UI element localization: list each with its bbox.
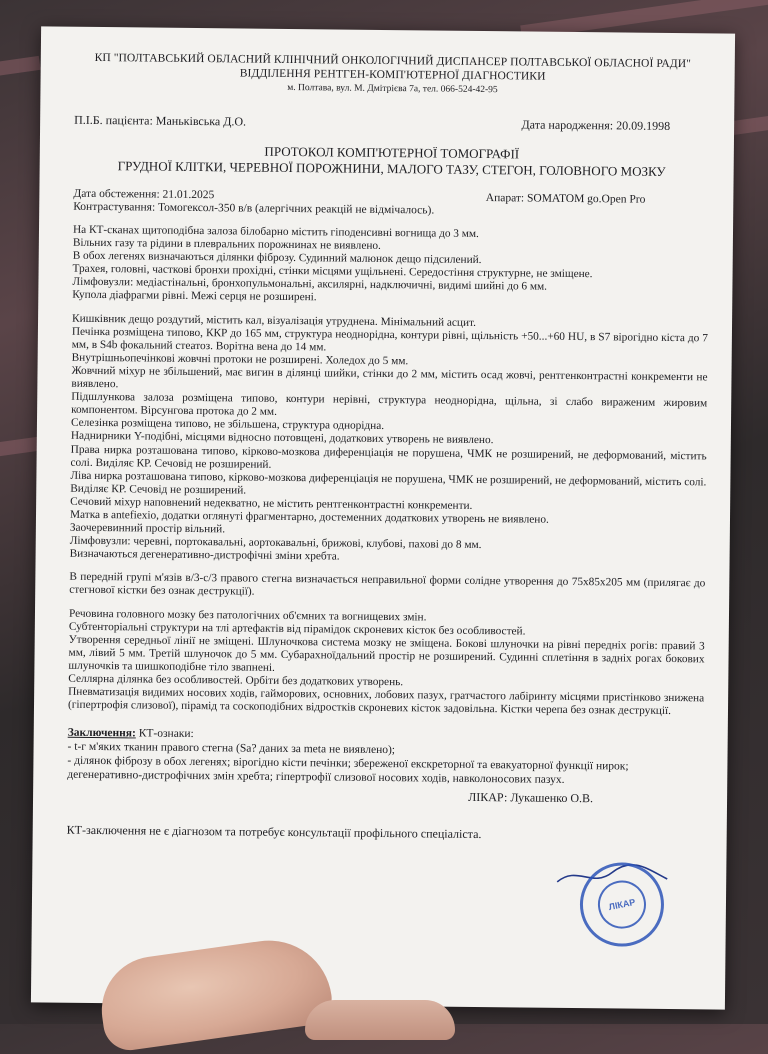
abdomen-line: Ліва нирка розташована типово, кірково-мозкова диференціація не порушена, ЧМК не розширений, не деформований, містить солі. Виділяє КР. Сечовід не розширений.	[70, 469, 707, 497]
brain-line: Субтенторіальні структури на тлі артефактів від пірамідок скроневих кісток без особливостей.	[68, 620, 526, 638]
abdomen-line: Визначаються дегенеративно-дистрофічні зміни хребта.	[69, 547, 340, 563]
conclusion-item: - t-г м'яких тканин правого стегна (Sa? даних за meta не виявлено);	[67, 740, 396, 757]
abdomen-line: Лімфовузли: черевні, портокавальні, аортокавальні, брижові, клубові, пахові до 8 мм.	[69, 534, 482, 552]
abdomen-line: Матка в antefiexio, додатки оглянуті фрагментарно, достеменних додаткових утворень не виявлено.	[69, 508, 549, 526]
finger	[305, 1000, 455, 1040]
report-title-line2: ГРУДНОЇ КЛІТКИ, ЧЕРЕВНОЇ ПОРОЖНИНИ, МАЛОГО ТАЗУ, СТЕГОН, ГОЛОВНОГО МОЗКУ	[117, 158, 666, 179]
exam-device: Апарат: SOMATOM go.Open Pro	[485, 192, 646, 206]
conclusion-first: КТ-ознаки:	[135, 727, 194, 741]
background-stripe	[0, 56, 41, 78]
department-name: ВІДДІЛЕННЯ РЕНТГЕН-КОМП'ЮТЕРНОЇ ДІАГНОСТИКИ	[239, 67, 546, 83]
exam-meta	[73, 188, 709, 221]
org-address: м. Полтава, вул. М. Дмітрієва 7а, тел. 066-524-42-95	[287, 82, 498, 96]
report-header	[74, 51, 710, 100]
chest-line: Купола діафрагми рівні. Межі серця не розширені.	[72, 289, 317, 304]
brain-section	[68, 607, 705, 718]
background-stripe	[0, 437, 41, 458]
conclusion-label: Заключення:	[67, 726, 136, 740]
thigh-section	[69, 571, 705, 604]
abdomen-line: Печінка розміщена типово, ККР до 165 мм, структура неоднорідна, контури рівні, щільність +50...+60 HU, в S7 вірогідно кіста до 7 мм, в S4b фокальний стеатоз. Ворітна вена до 14 мм.	[71, 325, 708, 354]
abdomen-line: Сечовий міхур наповнений недекватно, не містить рентгенконтрастні конкременти.	[70, 495, 473, 512]
abdomen-line: Кишківник дещо роздутий, містить кал, візуалізація утруднена. Мінімальний асцит.	[72, 312, 477, 329]
abdomen-line: Права нирка розташована типово, кірково-мозкова диференціація не порушена, ЧМК не розширений, не деформований, містить солі. Виділяє КР. Сечовід не розширений.	[70, 443, 707, 471]
stamp-label: ЛІКАР	[607, 896, 637, 913]
medical-report-sheet	[31, 26, 735, 1009]
chest-line: Лімфовузли: медіастінальні, бронхопульмональні, аксилярні, надключичні, видимі шийні до 6 мм.	[72, 276, 548, 294]
abdomen-section	[70, 312, 709, 567]
brain-line: Речовина головного мозку без патологічних об'ємних та вогнищевих змін.	[68, 607, 427, 623]
report-title	[74, 142, 710, 181]
patient-info-row	[74, 113, 710, 135]
abdomen-line: Внутрішньопечінкові жовчні протоки не розширені. Холедох до 5 мм.	[71, 351, 409, 368]
brain-line: Утворення середньої лінії не зміщені. Шлуночкова система мозку не зміщена. Бокові шлуночки на рівні передніх рогів: правий 3 мм, лівий 5 мм. Третій шлуночок до 5 мм. Субарахноїдальний простір не розширений. Судинні сплетіння в задніх рогах бокових шлуночків та шишкоподібне тіло звапнені.	[68, 633, 705, 674]
report-title-line1: ПРОТОКОЛ КОМП'ЮТЕРНОЇ ТОМОГРАФІЇ	[264, 143, 520, 162]
abdomen-line: Підшлункова залоза розміщена типово, контури нерівні, структура неоднорідна, щільна, зі слабо вираженим жировим компонентом. Вірсунгова протока до 2 мм.	[71, 390, 708, 419]
patient-dob: Дата народження: 20.09.1998	[521, 117, 671, 133]
exam-date: Дата обстеження: 21.01.2025	[73, 187, 215, 202]
chest-line: В обох легенях визначаються ділянки фіброзу. Судинний малюнок дещо підсилений.	[72, 249, 482, 267]
brain-line: Пневматизація видимих носових ходів, гайморових, основних, лобових пазух, гратчастого лабіринту місцями пристінково знижена (гіпертрофія слизової), пірамід та соскоподібних відростків скроневих кісток задовільна. Кістки черепа без ознак деструкції.	[67, 685, 705, 718]
patient-name: П.І.Б. пацієнта: Маньківська Д.О.	[74, 112, 247, 129]
chest-line: Вільних газу та рідини в плевральних порожнинах не виявлено.	[72, 236, 381, 253]
org-name: КП "ПОЛТАВСЬКИЙ ОБЛАСНИЙ КЛІНІЧНИЙ ОНКОЛОГІЧНИЙ ДИСПАНСЕР ПОЛТАВСЬКОЇ ОБЛАСНОЇ РАДИ"	[94, 51, 692, 71]
conclusion-section	[67, 726, 704, 789]
chest-line: Трахея, головні, часткові бронхи прохідні, стінки місцями ущільнені. Середостіння структурне, не зміщене.	[72, 263, 593, 281]
chest-line: На КТ-сканах щитоподібна залоза білобарно містить гіподенсивні вогнища до 3 мм.	[72, 223, 479, 240]
thigh-line: В передній групі м'язів в/3-с/3 правого стегна визначається неправильної форми солідне утворення до 75x85x205 мм (прилягає до стегнової кістки без ознак деструкції).	[69, 571, 706, 599]
abdomen-line: Заочеревинний простір вільний.	[69, 521, 226, 536]
doctor-name: ЛІКАР: Лукашенко О.В.	[468, 790, 594, 806]
brain-line: Селлярна ділянка без особливостей. Орбіти без додаткових утворень.	[68, 672, 404, 689]
abdomen-line: Жовчний міхур не збільшений, має вигин в ділянці шийки, стінки до 2 мм, містить осад жовчі, рентгенконтрастні конкременти не виявлено.	[71, 364, 708, 391]
abdomen-line: Наднирники Y-подібні, місцями відносно потовщені, додаткових утворень не виявлено.	[70, 430, 494, 447]
abdomen-line: Селезінка розміщена типово, не збільшена, структура однорідна.	[70, 417, 385, 433]
disclaimer: КТ-заключення не є діагнозом та потребує консультації профільного спеціаліста.	[66, 822, 482, 842]
conclusion-item: - ділянок фіброзу в обох легенях; вірогідно кісти печінки; збереженої екскреторної та евакуаторної функції нирок; дегенеративно-дистрофічних змін хребта; гіпертрофії слизової носових ходів, навколоносових пазух.	[67, 754, 629, 787]
exam-contrast: Контрастування: Томогексол-350 в/в (алергічних реакцій не відмічалось).	[73, 200, 435, 217]
chest-section	[72, 224, 709, 309]
